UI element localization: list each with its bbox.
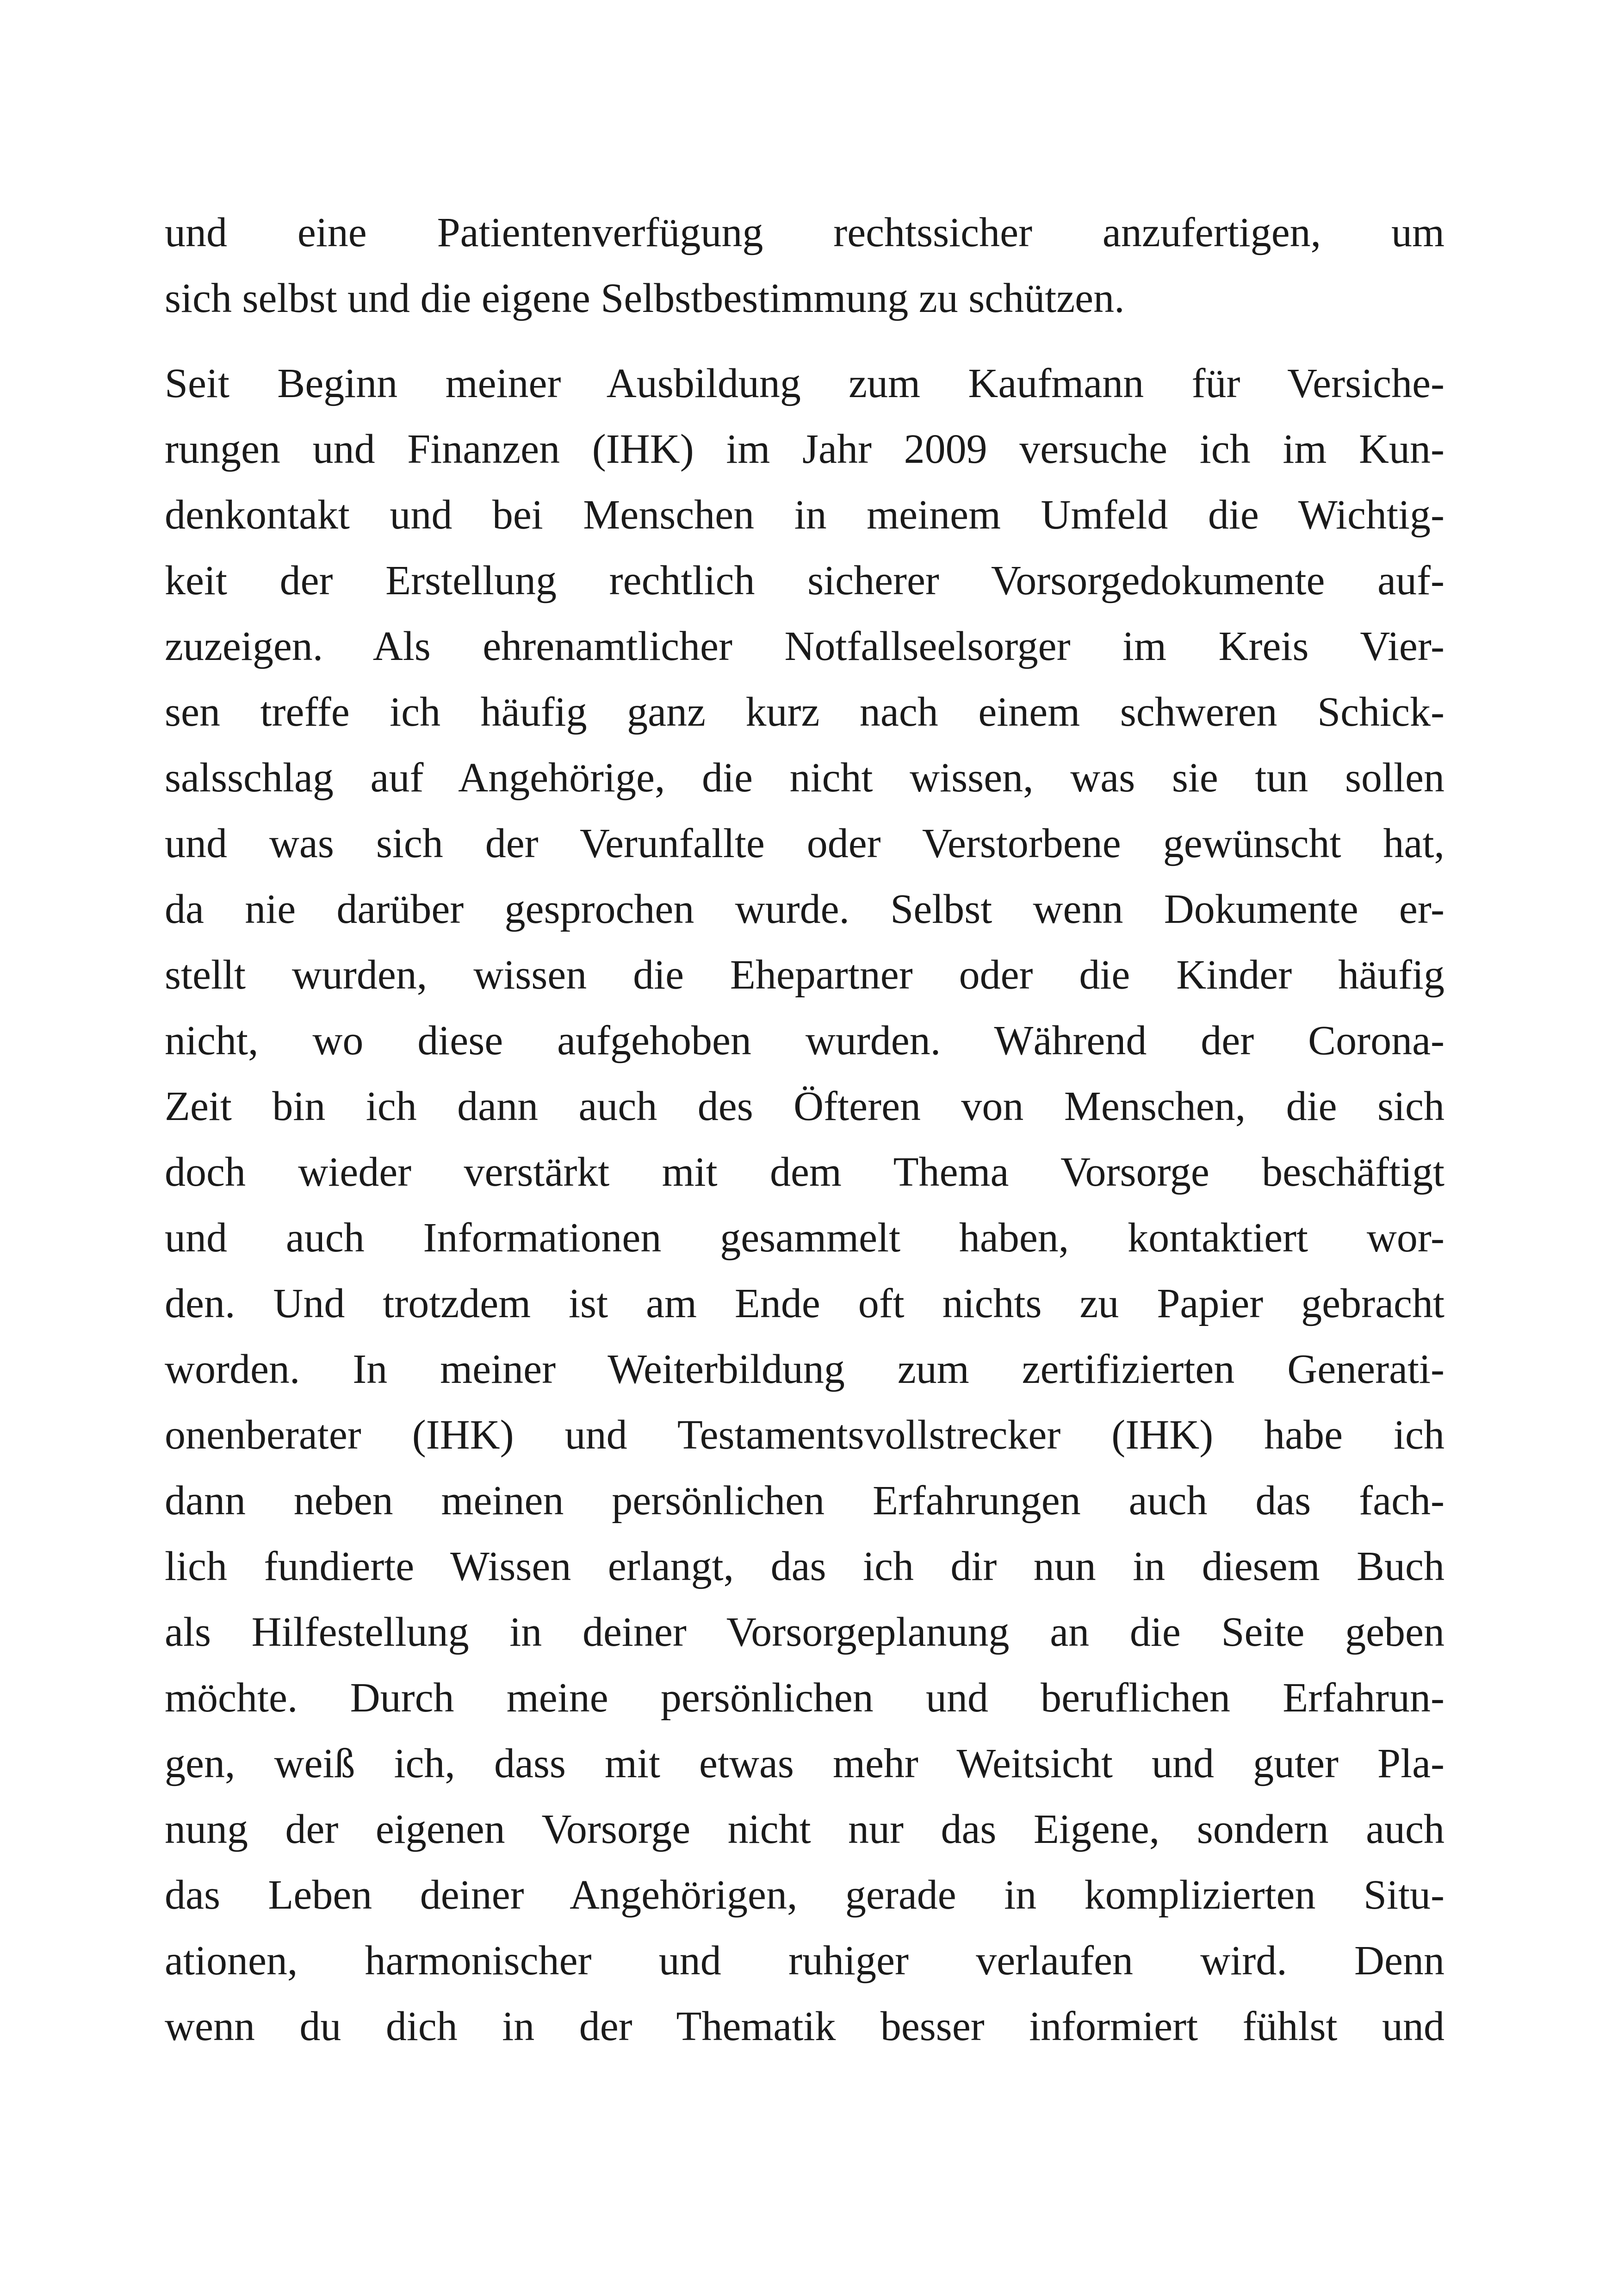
text-line: den. Und trotzdem ist am Ende oft nichts zu Papier gebracht [165, 1281, 1444, 1326]
text-line: salsschlag auf Angehörige, die nicht wissen, was sie tun sollen [165, 755, 1444, 801]
paragraph-1 [165, 200, 1444, 331]
text-line: lich fundierte Wissen erlangt, das ich dir nun in diesem Buch [165, 1543, 1444, 1589]
text-line: sich selbst und die eigene Selbstbestimmung zu schützen. [165, 275, 1125, 321]
text-line: nung der eigenen Vorsorge nicht nur das Eigene, sondern auch [165, 1806, 1444, 1852]
text-line: rungen und Finanzen (IHK) im Jahr 2009 versuche ich im Kun- [165, 426, 1444, 472]
text-line: stellt wurden, wissen die Ehepartner oder die Kinder häufig [165, 952, 1444, 998]
text-line: onenberater (IHK) und Testamentsvollstrecker (IHK) habe ich [165, 1412, 1444, 1458]
text-line: das Leben deiner Angehörigen, gerade in komplizierten Situ- [165, 1872, 1444, 1918]
body-text [165, 200, 1444, 2060]
text-line: Seit Beginn meiner Ausbildung zum Kaufmann für Versiche- [165, 361, 1444, 406]
text-line: zuzeigen. Als ehrenamtlicher Notfallseelsorger im Kreis Vier- [165, 623, 1444, 669]
text-line: und was sich der Verunfallte oder Verstorbene gewünscht hat, [165, 821, 1444, 866]
paragraph-spacing [165, 331, 1444, 351]
text-line: sen treffe ich häufig ganz kurz nach einem schweren Schick- [165, 689, 1444, 735]
text-line: ationen, harmonischer und ruhiger verlaufen wird. Denn [165, 1938, 1444, 1984]
text-line: doch wieder verstärkt mit dem Thema Vorsorge beschäftigt [165, 1149, 1444, 1195]
text-line: da nie darüber gesprochen wurde. Selbst wenn Dokumente er- [165, 886, 1444, 932]
paragraph-2 [165, 351, 1444, 2060]
text-line: und eine Patientenverfügung rechtssicher anzufertigen, um [165, 210, 1444, 255]
text-line: möchte. Durch meine persönlichen und beruflichen Erfahrun- [165, 1675, 1444, 1721]
text-line: worden. In meiner Weiterbildung zum zertifizierten Generati- [165, 1346, 1444, 1392]
text-line: nicht, wo diese aufgehoben wurden. Während der Corona- [165, 1018, 1444, 1064]
text-line: wenn du dich in der Thematik besser informiert fühlst und [165, 2004, 1444, 2049]
text-line: gen, weiß ich, dass mit etwas mehr Weitsicht und guter Pla- [165, 1741, 1444, 1786]
text-line: denkontakt und bei Menschen in meinem Umfeld die Wichtig- [165, 492, 1444, 538]
text-line: keit der Erstellung rechtlich sicherer Vorsorgedokumente auf- [165, 558, 1444, 604]
text-line: Zeit bin ich dann auch des Öfteren von Menschen, die sich [165, 1083, 1444, 1129]
text-line: und auch Informationen gesammelt haben, kontaktiert wor- [165, 1215, 1444, 1261]
text-line: als Hilfestellung in deiner Vorsorgeplanung an die Seite geben [165, 1609, 1444, 1655]
text-line: dann neben meinen persönlichen Erfahrungen auch das fach- [165, 1478, 1444, 1524]
